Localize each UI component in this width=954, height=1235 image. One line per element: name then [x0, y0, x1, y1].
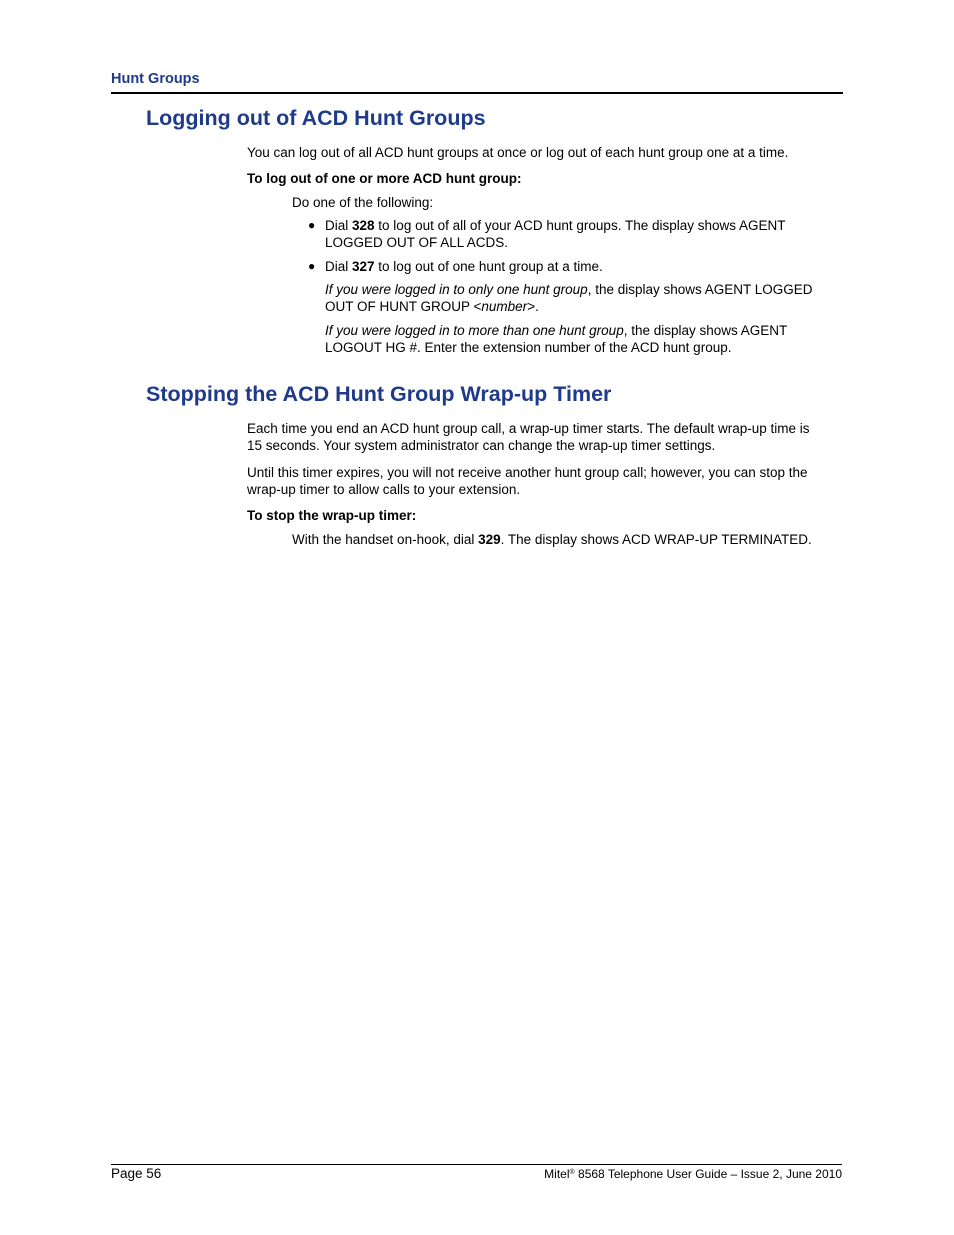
- bullet-item-327: Dial 327 to log out of one hunt group at a time.: [325, 259, 603, 274]
- dial-code-327: 327: [352, 259, 375, 274]
- procedure-lead: Do one of the following:: [292, 195, 434, 210]
- bullet-marker: ●: [308, 259, 316, 273]
- wrap-up-paragraph-1: Each time you end an ACD hunt group call, a wrap-up timer starts. The default wrap-up time is 15 seconds. Your system administrator can change the wrap-up timer settings.: [247, 421, 810, 453]
- section-title-wrap-up-timer: Stopping the ACD Hunt Group Wrap-up Timer: [146, 382, 612, 406]
- running-header: Hunt Groups: [111, 71, 200, 87]
- dial-code-328: 328: [352, 218, 375, 233]
- procedure-title-logout: To log out of one or more ACD hunt group:: [247, 171, 522, 186]
- procedure-title-wrap-up: To stop the wrap-up timer:: [247, 508, 417, 523]
- intro-paragraph: You can log out of all ACD hunt groups at once or log out of each hunt group one at a time.: [247, 145, 789, 160]
- footer-document-title: Mitel® 8568 Telephone User Guide – Issue 2, June 2010: [544, 1167, 842, 1181]
- footer-rule: [111, 1164, 842, 1165]
- note-multiple-groups: If you were logged in to more than one hunt group, the display shows AGENT LOGOUT HG #. Enter the extension number of the ACD hunt group.: [325, 323, 788, 355]
- note-single-group: If you were logged in to only one hunt group, the display shows AGENT LOGGED OUT OF HUNT GROUP <number>.: [325, 282, 813, 314]
- page-number: Page 56: [111, 1166, 162, 1181]
- header-rule: [111, 92, 843, 94]
- section-title-logging-out: Logging out of ACD Hunt Groups: [146, 106, 486, 130]
- bullet-item-328: Dial 328 to log out of all of your ACD hunt groups. The display shows AGENT LOGGED OUT OF ALL ACDS.: [325, 218, 786, 250]
- dial-code-329: 329: [478, 532, 501, 547]
- wrap-up-paragraph-2: Until this timer expires, you will not receive another hunt group call; however, you can stop the wrap-up timer to allow calls to your extension.: [247, 465, 808, 497]
- bullet-marker: ●: [308, 218, 316, 232]
- wrap-up-step: With the handset on-hook, dial 329. The display shows ACD WRAP-UP TERMINATED.: [292, 532, 812, 547]
